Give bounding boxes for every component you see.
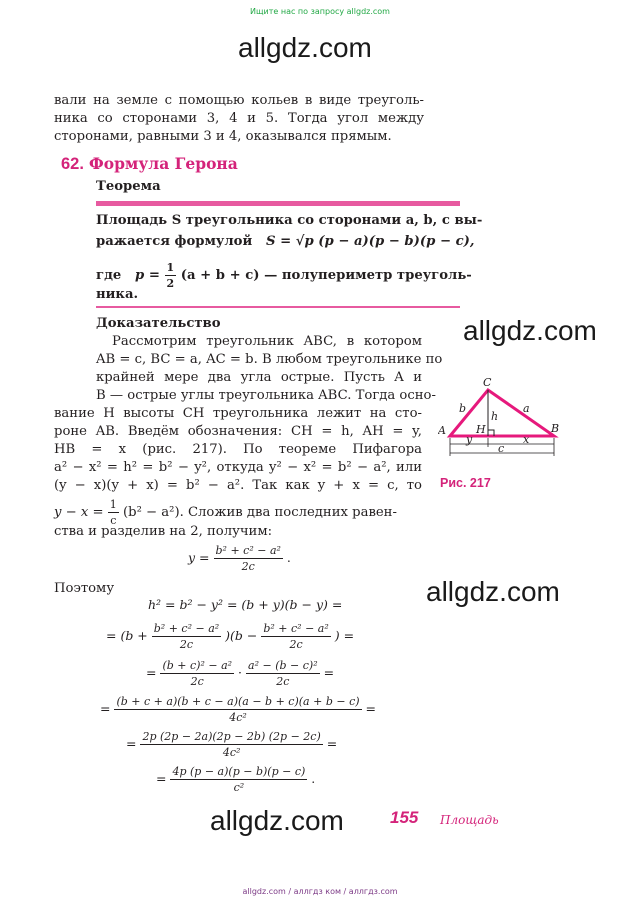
proof-text: (b² − a²). Сложив два последних равен- [122, 505, 397, 520]
proof-line: HB = x (рис. 217). По теореме Пифагора [54, 442, 422, 457]
fraction-numerator: a² − (b − c)² [248, 659, 318, 672]
theorem-line: ника. [96, 287, 139, 302]
derivation-line [100, 694, 376, 725]
proof-heading: Доказательство [96, 316, 221, 331]
intro-line: сторонами, равными 3 и 4, оказывался прямым. [54, 129, 392, 144]
derivation-text: = [365, 701, 376, 716]
proof-line: роне AB. Введём обозначения: CH = h, AH = y, [54, 424, 422, 439]
fraction-denominator: c [110, 514, 117, 527]
derivation-fraction [114, 694, 361, 725]
y-fraction [214, 543, 283, 574]
derivation-text: ) = [334, 628, 355, 643]
top-note: Ищите нас по запросу allgdz.com [250, 7, 390, 16]
semi-perimeter-symbol: p = [135, 268, 160, 283]
section-heading [61, 154, 238, 174]
derivation-fraction [246, 658, 320, 689]
fraction-denominator: 2c [276, 675, 290, 688]
label-side-a: a [523, 402, 530, 415]
footer-note: allgdz.com / аллгдз ком / аллгдз.com [242, 887, 398, 896]
fraction-numerator: 4p (p − a)(p − b)(p − c) [172, 765, 306, 778]
derivation-line: h² = b² − y² = (b + y)(b − y) = [148, 597, 343, 612]
figure-caption: Рис. 217 [440, 476, 491, 490]
intro-line: ника со сторонами 3, 4 и 5. Тогда угол между [54, 111, 424, 126]
heron-formula: S = √p (p − a)(p − b)(p − c), [266, 234, 475, 249]
derivation-line [146, 658, 334, 689]
page-number: 155 [390, 808, 419, 827]
label-c: c [498, 442, 505, 455]
watermark: allgdz.com [463, 315, 597, 346]
fraction-denominator: 2c [190, 675, 204, 688]
derivation-line [156, 764, 315, 795]
watermark: allgdz.com [238, 32, 372, 63]
theorem-text: где [96, 268, 122, 283]
formula-end: . [286, 550, 291, 565]
half-fraction [165, 260, 177, 291]
theorem-line [96, 233, 475, 252]
watermark: allgdz.com [426, 576, 560, 607]
theorem-line: Площадь S треугольника со сторонами a, b, c вы- [96, 213, 483, 228]
derivation-text: = [146, 665, 157, 680]
proof-text: y − x = [54, 505, 104, 520]
fraction-numerator: 1 [166, 261, 175, 274]
fraction-denominator: c² [233, 781, 245, 794]
fraction-numerator: 2p (2p − 2a)(2p − 2b) (2p − 2c) [142, 730, 321, 743]
fraction-denominator: 2 [166, 277, 175, 290]
label-side-b: b [459, 402, 467, 415]
formula-lhs: y = [188, 550, 210, 565]
theorem-heading: Теорема [96, 179, 161, 194]
fraction-denominator: 4c² [229, 711, 247, 724]
derivation-line [106, 621, 354, 652]
theorem-text: (a + b + c) — полупериметр треуголь- [180, 268, 472, 283]
derivation-line [126, 729, 337, 760]
fraction-numerator: 1 [109, 498, 117, 511]
theorem-line [96, 260, 472, 291]
therefore-label: Поэтому [54, 581, 115, 596]
section-title: Формула Герона [89, 154, 238, 173]
fraction-numerator: b² + c² − a² [263, 622, 329, 635]
proof-line: крайней мере два угла острые. Пусть A и [96, 370, 422, 385]
label-b-vertex: B [551, 422, 560, 435]
derivation-text: )(b − [225, 628, 258, 643]
y-formula [188, 543, 291, 574]
triangle-figure [438, 372, 568, 464]
derivation-text: = [323, 665, 335, 680]
derivation-text: = [100, 701, 111, 716]
derivation-fraction [261, 621, 330, 652]
fraction-denominator: 2c [289, 638, 303, 651]
label-c-vertex: C [483, 376, 492, 389]
fraction-numerator: b² + c² − a² [215, 544, 281, 557]
derivation-fraction [160, 658, 234, 689]
theorem-text: ражается формулой [96, 234, 253, 249]
fraction-numerator: b² + c² − a² [153, 622, 220, 635]
derivation-text: · [238, 665, 243, 680]
derivation-fraction [170, 764, 307, 795]
derivation-text: = (b + [106, 628, 148, 643]
derivation-text: = [126, 736, 137, 751]
label-h-foot: H [476, 423, 486, 436]
proof-line: Рассмотрим треугольник ABC, в котором [112, 334, 422, 349]
section-number: 62. [61, 155, 84, 173]
fraction-denominator: 2c [179, 638, 194, 651]
proof-line: B — острые углы треугольника ABC. Тогда осно- [96, 388, 436, 403]
derivation-text: = [156, 771, 167, 786]
proof-line: вание H высоты CH треугольника лежит на сто- [54, 406, 422, 421]
label-height-h: h [491, 410, 499, 423]
theorem-top-rule [96, 201, 460, 206]
theorem-bottom-rule [96, 306, 460, 308]
label-y: y [466, 433, 473, 446]
fraction-numerator: (b + c)² − a² [162, 659, 233, 672]
derivation-fraction [152, 621, 221, 652]
derivation-fraction [140, 729, 322, 760]
label-x: x [523, 433, 530, 446]
proof-line: ства и разделив на 2, получим: [54, 524, 273, 539]
page-section: Площадь [440, 813, 499, 827]
derivation-text: . [311, 771, 316, 786]
label-a-vertex: A [438, 424, 446, 437]
fraction-denominator: 4c² [222, 746, 241, 759]
fraction-denominator: 2c [241, 560, 255, 573]
proof-line: a² − x² = h² = b² − y², откуда y² − x² = b² − a², или [54, 460, 422, 475]
intro-line: вали на земле с помощью кольев в виде треуголь- [54, 93, 424, 108]
fraction-numerator: (b + c + a)(b + c − a)(a − b + c)(a + b − c) [116, 695, 360, 708]
proof-line: AB = c, BC = a, AC = b. В любом треугольнике по [96, 352, 443, 367]
proof-line: (y − x)(y + x) = b² − a². Так как y + x = c, то [54, 478, 422, 493]
watermark: allgdz.com [210, 805, 344, 836]
derivation-text: = [326, 736, 338, 751]
